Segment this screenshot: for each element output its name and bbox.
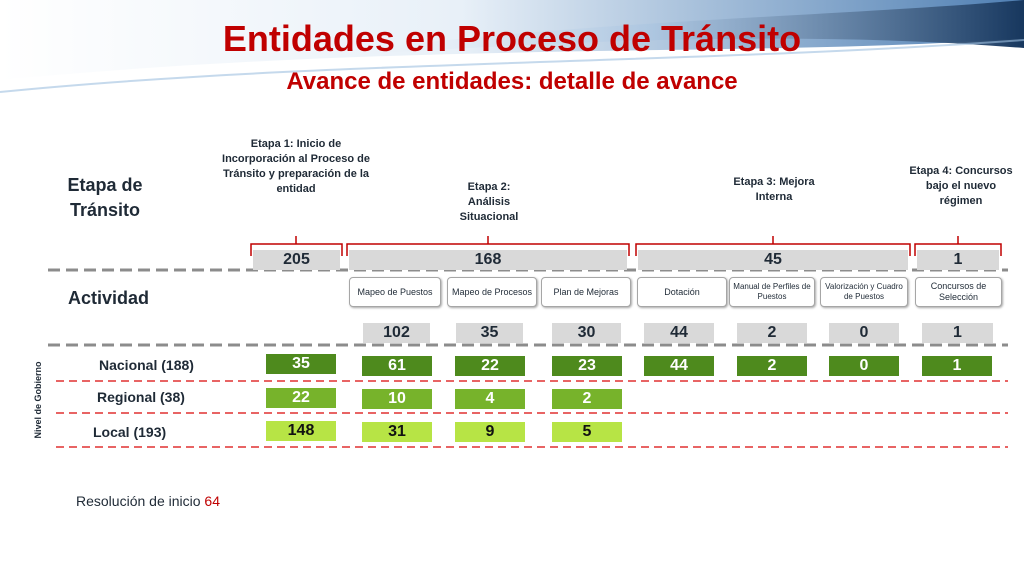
level-label-local: Local (193)	[93, 424, 167, 440]
etapa-label: Etapa de Tránsito	[67, 175, 143, 220]
stage-label-3: Etapa 3: Mejora Interna	[733, 176, 815, 203]
nacional-mapeo-puestos: 61	[362, 356, 432, 376]
activity-box-mapeo-procesos: Mapeo de Procesos	[447, 277, 537, 307]
activity-box-manual-perfiles: Manual de Perfiles de Puestos	[729, 277, 815, 307]
activity-total-mapeo-puestos: 102	[363, 323, 430, 343]
resolution-note	[76, 493, 220, 509]
activity-total-dotacion: 44	[644, 323, 714, 343]
nacional-concursos: 1	[922, 356, 992, 376]
local-plan-mejoras: 5	[552, 422, 622, 442]
etapa1-nacional-value: 35	[266, 354, 336, 374]
local-mapeo-procesos: 9	[455, 422, 525, 442]
activity-total-plan-mejoras: 30	[552, 323, 621, 343]
regional-mapeo-puestos: 10	[362, 389, 432, 409]
activity-total-valorizacion: 0	[829, 323, 899, 343]
activity-box-mapeo-puestos: Mapeo de Puestos	[349, 277, 441, 307]
nacional-plan-mejoras: 23	[552, 356, 622, 376]
stage-label-4: Etapa 4: Concursos bajo el nuevo régimen	[909, 165, 1013, 207]
stage-total-1: 205	[253, 250, 340, 270]
actividad-label: Actividad	[68, 288, 150, 308]
stage-total-3: 45	[638, 250, 908, 270]
activity-box-concursos: Concursos de Selección	[915, 277, 1002, 307]
local-mapeo-puestos: 31	[362, 422, 432, 442]
stage-label-1: Etapa 1: Inicio de Incorporación al Proceso de Tránsito y preparación de la entidad	[222, 138, 370, 195]
nivel-gobierno-label: Nivel de Gobierno	[33, 361, 43, 439]
page-subtitle: Avance de entidades: detalle de avance	[286, 68, 738, 95]
nacional-valorizacion: 0	[829, 356, 899, 376]
level-label-nacional: Nacional (188)	[99, 357, 194, 373]
activity-total-mapeo-procesos: 35	[456, 323, 523, 343]
regional-plan-mejoras: 2	[552, 389, 622, 409]
activity-total-concursos: 1	[922, 323, 993, 343]
page-title: Entidades en Proceso de Tránsito	[222, 18, 802, 59]
resolution-label: Resolución de inicio	[76, 493, 201, 509]
activity-box-plan-mejoras: Plan de Mejoras	[541, 277, 631, 307]
activity-box-dotacion: Dotación	[637, 277, 727, 307]
regional-mapeo-procesos: 4	[455, 389, 525, 409]
resolution-value: 64	[204, 493, 220, 509]
nacional-dotacion: 44	[644, 356, 714, 376]
stage-total-2: 168	[349, 250, 627, 270]
etapa1-local-value: 148	[266, 421, 336, 441]
activity-box-valorizacion: Valorización y Cuadro de Puestos	[820, 277, 908, 307]
stage-label-2: Etapa 2: Análisis Situacional	[459, 181, 519, 223]
nacional-mapeo-procesos: 22	[455, 356, 525, 376]
nacional-manual-perfiles: 2	[737, 356, 807, 376]
level-label-regional: Regional (38)	[97, 389, 185, 405]
activity-total-manual-perfiles: 2	[737, 323, 807, 343]
stage-total-4: 1	[917, 250, 999, 270]
etapa1-regional-value: 22	[266, 388, 336, 408]
